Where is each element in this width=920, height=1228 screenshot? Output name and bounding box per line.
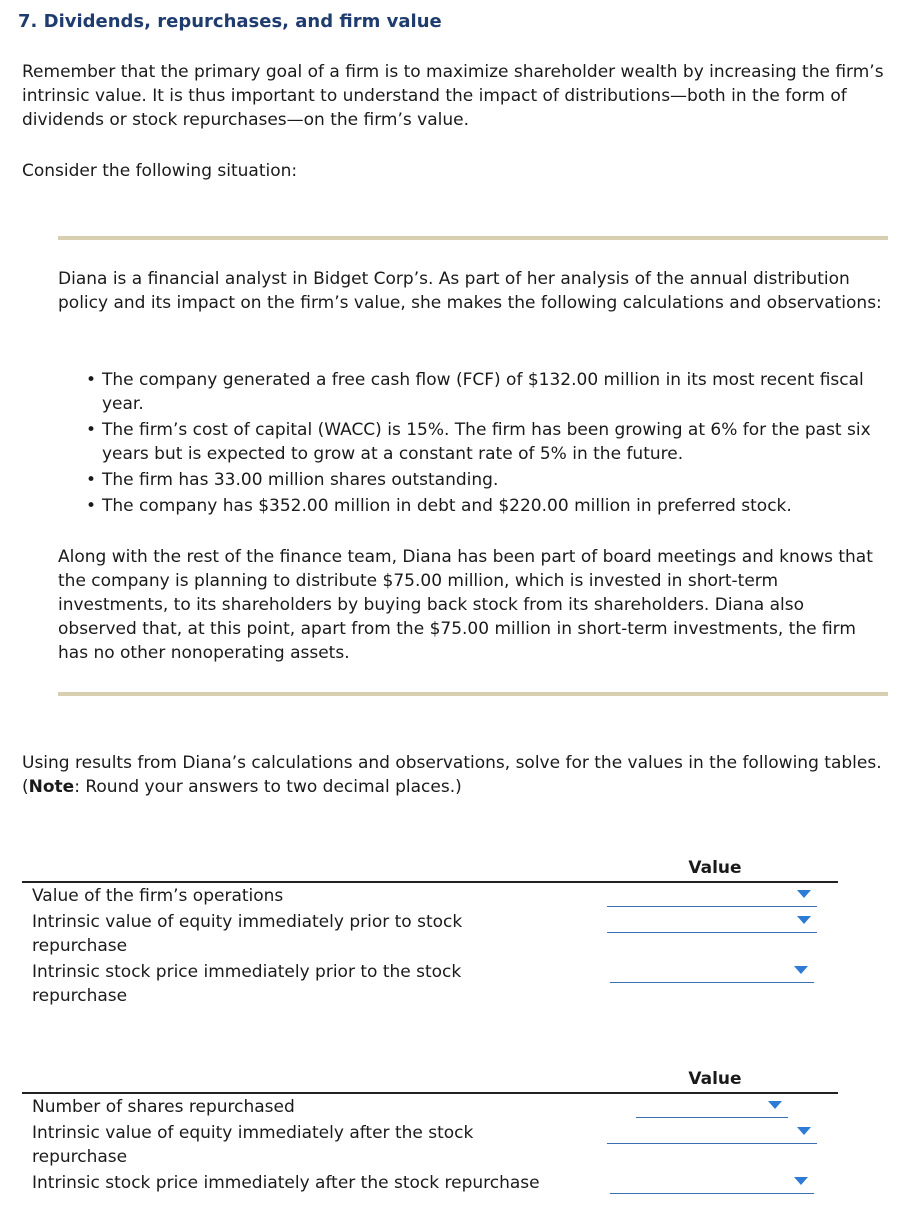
table1-value-header: Value [688,858,742,878]
table2-row-equity-after: Intrinsic value of equity immediately after the stock repurchase [32,1123,474,1167]
bullet-shares: • The firm has 33.00 million shares outstanding. [84,468,884,492]
equity-prior-dropdown[interactable] [607,912,817,933]
consider-text: Consider the following situation: [22,161,298,181]
bullet-wacc: • The firm’s cost of capital (WACC) is 15%. The firm has been growing at 6% for the past six years but is expected to grow at a constant rate of 5% in the future. [84,418,884,466]
chevron-down-icon [797,916,811,924]
instructions-text [22,751,902,799]
price-after-dropdown[interactable] [610,1173,814,1194]
operations-value-dropdown[interactable] [607,886,817,907]
price-prior-dropdown[interactable] [610,962,814,983]
equity-after-dropdown[interactable] [607,1123,817,1144]
note-text: : Round your answers to two decimal places.) [74,777,462,797]
chevron-down-icon [768,1101,782,1109]
chevron-down-icon [797,1127,811,1135]
scenario-intro: Diana is a financial analyst in Bidget Corp’s. As part of her analysis of the annual distribution policy and its impact on the firm’s value, she makes the following calculations and observations: [58,269,882,313]
bullet-debt: • The company has $352.00 million in debt and $220.00 million in preferred stock. [84,494,884,518]
scenario-bullet-list [84,368,884,520]
table1-header-line [22,881,838,883]
scenario-closing: Along with the rest of the finance team, Diana has been part of board meetings and knows that the company is planning to distribute $75.00 million, which is invested in short-term investments, to its shareholders by buying back stock from its shareholders. Diana also observed that, at this point, apart from the $75.00 million in short-term investments, the firm has no other nonoperating assets. [58,547,873,663]
scenario-top-divider [58,236,888,240]
shares-repurchased-dropdown[interactable] [636,1097,788,1118]
table2-row-shares-repurchased: Number of shares repurchased [32,1097,295,1117]
bullet-fcf: • The company generated a free cash flow (FCF) of $132.00 million in its most recent fiscal year. [84,368,884,416]
note-label: Note [28,777,75,797]
chevron-down-icon [794,966,808,974]
instructions-main: Using results from Diana’s calculations and observations, solve for the values in the following tables. ( [22,753,882,797]
chevron-down-icon [794,1177,808,1185]
table1-row-price-prior: Intrinsic stock price immediately prior to the stock repurchase [32,962,462,1006]
table1-row-equity-prior: Intrinsic value of equity immediately prior to stock repurchase [32,912,463,956]
intro-paragraph: Remember that the primary goal of a firm is to maximize shareholder wealth by increasing the firm’s intrinsic value. It is thus important to understand the impact of distributions—both in the form of dividends or stock repurchases—on the firm’s value. [22,62,884,130]
table2-row-price-after: Intrinsic stock price immediately after the stock repurchase [32,1173,540,1193]
scenario-bottom-divider [58,692,888,696]
table1-row-operations: Value of the firm’s operations [32,886,284,906]
page-title: 7. Dividends, repurchases, and firm value [18,11,442,32]
chevron-down-icon [797,890,811,898]
table2-value-header: Value [688,1069,742,1089]
table2-header-line [22,1092,838,1094]
